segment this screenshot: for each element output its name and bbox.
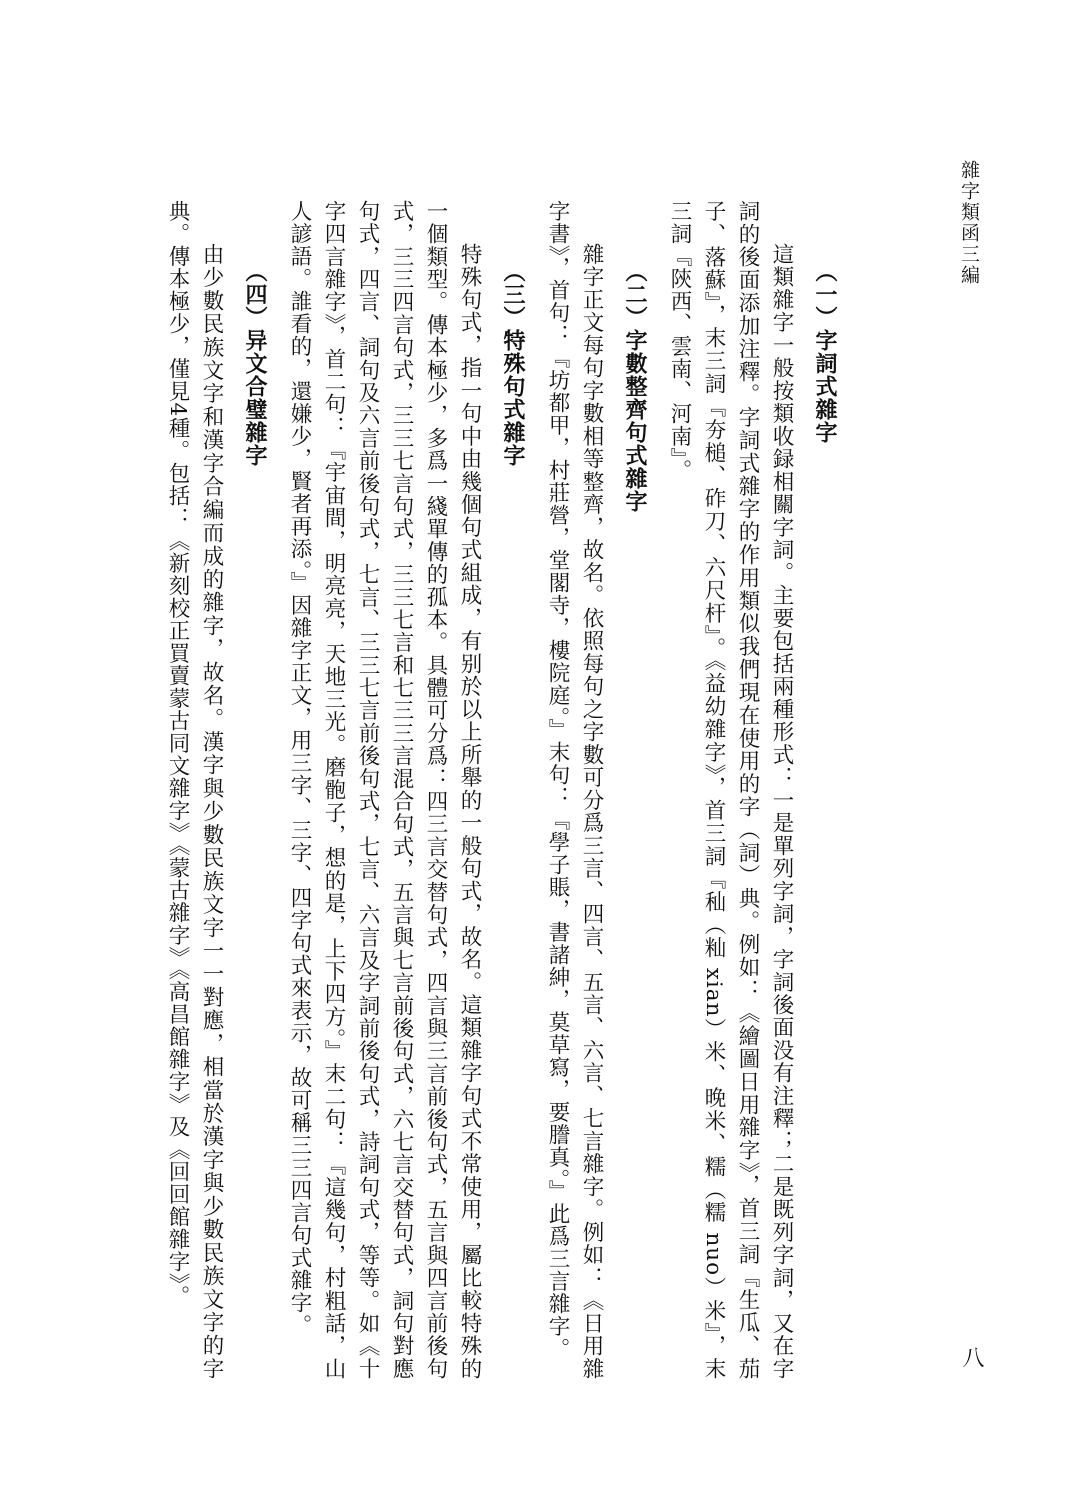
- running-head: 雜字類函三編: [958, 160, 980, 286]
- section-4-paragraph: 由少數民族文字和漢字合編而成的雜字，故名。漢字與少數民族文字一一對應，相當於漢字與少數民族文字的字典。傳本極少，僅見4種。包括：《新刻校正買賣蒙古同文雜字》《蒙古雜字》《高昌館雜字》及《回回館雜字》。: [165, 200, 224, 1380]
- page-number: 八: [959, 1346, 984, 1368]
- section-3-paragraph: 特殊句式，指一句中由幾個句式組成，有别於以上所舉的一般句式，故名。這類雜字句式不常使用，屬比較特殊的一個類型。傳本極少，多爲一綫單傳的孤本。具體可分爲：四三言交替句式，四言與三言前後句式，五言與四言前後句式，三三四言句式，三三七言句式，三三七言和七三三言混合句式，五言與七言前後句式，六七言交替句式，詞句對應句式，四言、詞句及六言前後句式，七言、三三七言前後句式，七言、六言及字詞前後句式，詩詞句式，等等。如《十字四言雜字》，首二句：『宇宙間，明亮亮，天地三光。磨骲子，想的是，上下四方。』末二句：『這幾句，村粗話，山人諺語。誰看的，還嫌少，賢者再添。』因雜字正文，用三字、三字、四字句式來表示，故可稱三三四言句式雜字。: [287, 200, 482, 1380]
- body-text: [160, 200, 852, 1380]
- section-heading-1: （一）字詞式雜字: [812, 260, 838, 444]
- section-1-paragraph: 這類雜字一般按類收録相關字詞。主要包括兩種形式：一是單列字詞，字詞後面没有注釋；二是既列字詞，又在字詞的後面添加注釋。字詞式雜字的作用類似我們現在使用的字（詞）典。例如：《繪圖日用雜字》，首三詞『生瓜、茄子、落蘇』，末三詞『夯槌、砟刀、六尺杆』。《益幼雜字》，首三詞『秈（籼 xian）米、晚米、糯（糯 nuo）米』，末三詞『陝西、雲南、河南』。: [667, 200, 794, 1380]
- section-heading-4: （四）异文合璧雜字: [242, 260, 268, 467]
- section-heading-2: （二）字數整齊句式雜字: [622, 260, 648, 513]
- section-heading-3: （三）特殊句式雜字: [500, 260, 526, 467]
- section-2-paragraph: 雜字正文每句字數相等整齊，故名。依照每句之字數可分爲三言、四言、五言、六言、七言雜字。例如：《日用雜字書》，首句：『坊都甲，村莊營，堂閣寺，樓院庭。』末句：『學子賬，書諸紳，莫草寫，要謄真。』此爲三言雜字。: [545, 200, 604, 1380]
